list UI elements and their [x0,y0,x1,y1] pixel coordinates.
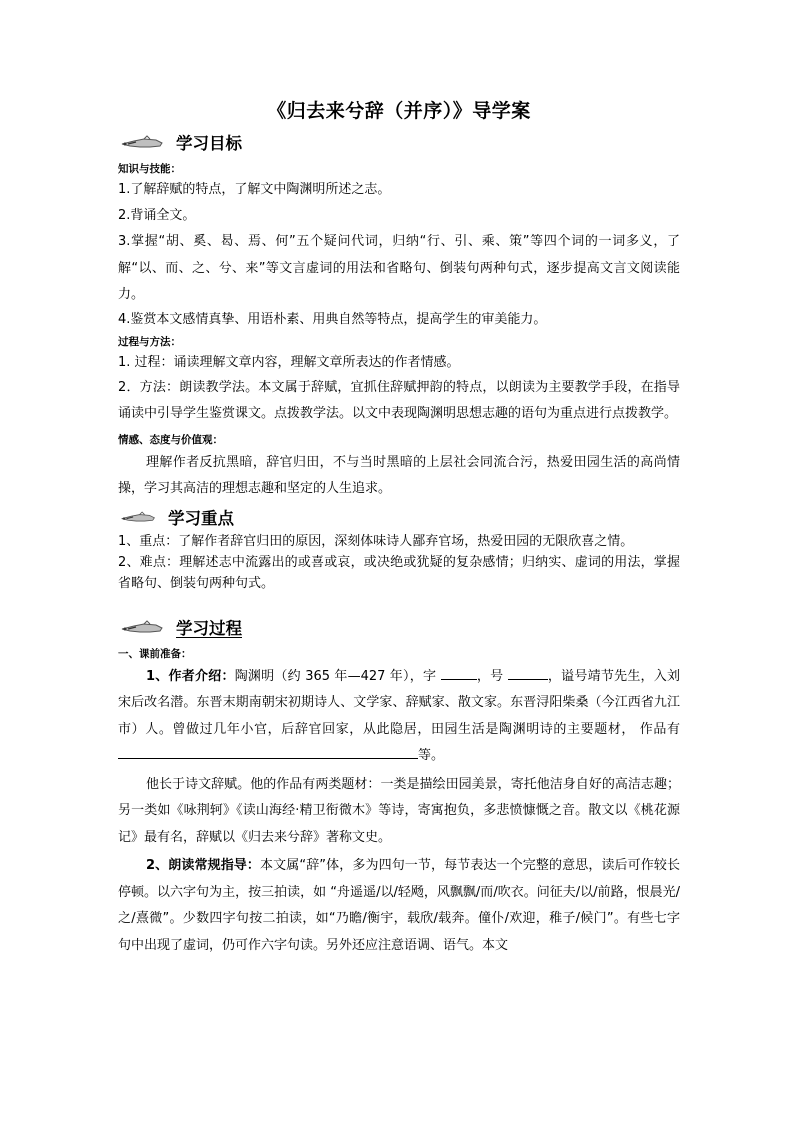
list-item: 2．方法：朗读教学法。本文属于辞赋，宜抓住辞赋押韵的特点，以朗读为主要教学手段，在指导诵读中引导学生鉴赏课文。点拨教学法。以文中表现陶渊明思想志趣的语句为重点进行点拨教学。 [118,379,680,421]
section-key-points-header [118,505,680,529]
text-run: 等。 [418,748,445,763]
list-item: 4.鉴赏本文感情真挚、用语朴素、用典自然等特点，提高学生的审美能力。 [118,311,547,327]
section-heading: 学习重点 [168,508,234,528]
paragraph-lead: 1、作者介绍： [146,668,235,684]
paragraph-works: 他长于诗文辞赋。他的作品有两类题材：一类是描绘田园美景，寄托他洁身自好的高洁志趣；另一类如《咏荆轲》《读山海经·精卫衔微木》等诗，寄寓抱负，多悲愤慷慨之音。散文以《桃花源记》最有名，辞赋以《归去来兮辞》著称文史。 [118,776,680,845]
document-page [118,96,680,959]
page-title: 《归去来兮辞（并序）》导学案 [267,100,531,122]
fill-blank-pseudonym[interactable] [508,665,548,680]
list-item: 1. 过程：诵读理解文章内容，理解文章所表达的作者情感。 [118,354,460,370]
hand-pointer-icon [120,507,156,527]
list-item: 2.背诵全文。 [118,208,196,223]
paragraph: 理解作者反抗黑暗，辞官归田，不与当时黑暗的上层社会同流合污，热爱田园生活的高尚情操，学习其高洁的理想志趣和坚定的人生追求。 [118,454,680,496]
list-item: 1、重点：了解作者辞官归田的原因，深刻体味诗人鄙弃官场，热爱田园的无限欣喜之情。 [118,533,634,549]
list-item: 3.掌握“胡、奚、曷、焉、何”五个疑问代词，归纳“行、引、乘、策”等四个词的一词多义，了解“以、而、之、兮、来”等文言虚词的用法和省略句、倒装句两种句式，逐步提高文言文阅读能力。 [118,234,680,302]
section-heading: 学习过程 [176,618,242,638]
paragraph-author [118,664,680,770]
text-run: ，谥号靖节先生，入刘宋后改名潜。东晋末期南朝宋初期诗人、文学家、辞赋家、散文家。东晋浔阳柴桑（今江西省九江市）人。曾做过几年小官，后辞官回家，从此隐居，田园生活是陶渊明诗的主要题材， 作品有 [118,668,681,737]
paragraph-reading [118,853,680,959]
section-process-header [118,612,680,642]
text-run: 陶渊明（约 365 年—427 年），字 [234,668,441,684]
subheading-emotion: 情感、态度与价值观： [118,433,223,446]
text-run: 本文属“辞”体，多为四句一节，每节表达一个完整的意思，读后可作较长停顿。以六字句为主，按三拍读，如 “舟遥遥/以/轻飏，风飘飘/而/吹衣。问征夫/以/前路，恨晨光/之/熹微”。少数四字句按二拍读，如“乃瞻/衡宇，载欣/载奔。僮仆/欢迎，稚子/候门”。有些七字句中出现了虚词，仍可作六字句读。另外还应注意语调、语气。本文 [118,858,680,953]
fill-blank-courtesy-name[interactable] [441,665,477,680]
list-item: 1.了解辞赋的特点，了解文中陶渊明所述之志。 [118,182,391,197]
text-run: ，号 [476,668,508,684]
hand-pointer-icon [120,617,164,637]
section-heading: 学习目标 [176,134,242,153]
section-objectives-header [118,127,680,157]
subheading-prep: 一、课前准备： [118,647,192,660]
subheading-process-method: 过程与方法： [118,335,181,348]
paragraph-lead: 2、朗读常规指导： [146,858,261,873]
list-item: 2、难点：理解述志中流露出的或喜或哀，或决绝或犹疑的复杂感情；归纳实、虚词的用法，掌握省略句、倒装句两种句式。 [118,554,680,591]
fill-blank-works[interactable] [118,744,418,759]
subheading-knowledge: 知识与技能： [118,163,181,175]
hand-pointer-icon [120,132,164,152]
